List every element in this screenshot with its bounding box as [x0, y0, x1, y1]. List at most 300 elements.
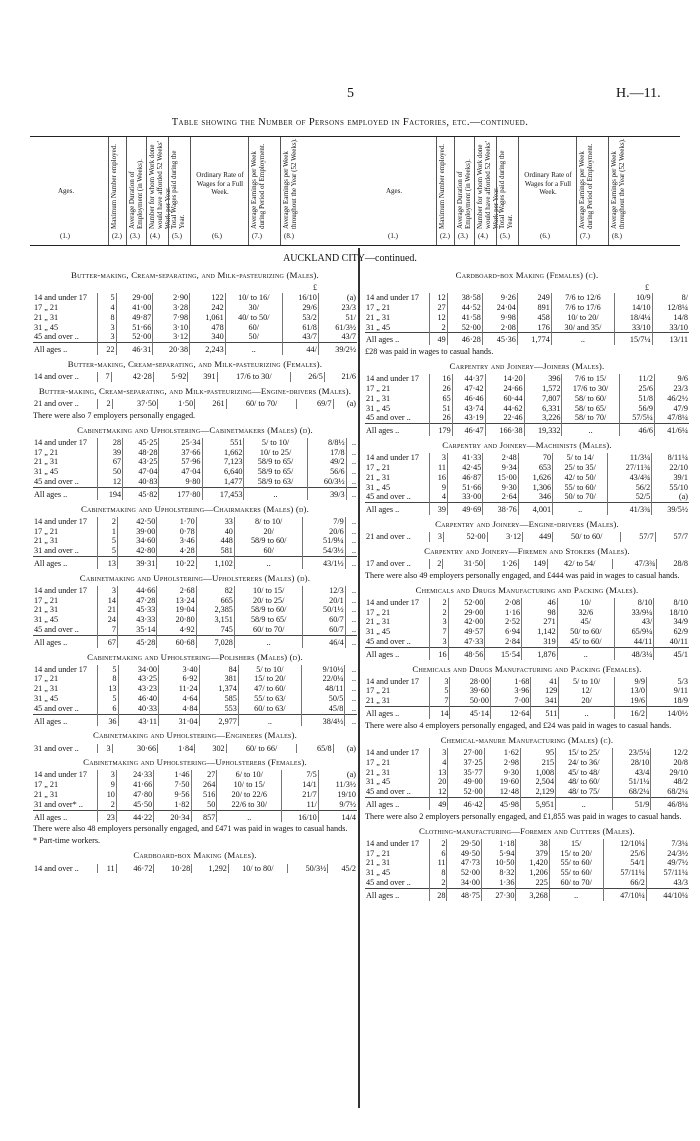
- table-cell: 14/4: [318, 810, 357, 822]
- table-cell: 10/ to 16/: [225, 293, 282, 303]
- column-header-label: Total Wages paid during the Year.: [498, 150, 514, 229]
- table-cell: 47·28: [117, 596, 156, 606]
- table-cell: 60/7: [303, 615, 345, 625]
- table-cell: 14 and under 17: [366, 747, 419, 757]
- table-cell: 22/0¼: [301, 674, 344, 684]
- table-cell: All ages ..: [33, 556, 98, 568]
- table-cell: 21/6: [324, 372, 357, 382]
- header-gridline: [126, 137, 127, 245]
- table-cell: 51·66: [447, 483, 482, 493]
- table-cell: 51: [430, 404, 453, 414]
- table-cell: 4: [430, 492, 448, 502]
- table-cell: 55/ to 63/: [238, 694, 301, 704]
- table-cell: 14 and under 17: [34, 516, 87, 526]
- table-cell: 57/5¼: [619, 413, 654, 423]
- section-note: There were also 4 employers personally engaged, and £24 was paid in wages to casual hands.: [365, 720, 672, 730]
- table-cell: 2·68: [157, 586, 196, 596]
- table-cell: 58/ to 65/: [562, 404, 619, 414]
- table-cell: 31 „ 45: [366, 868, 391, 878]
- table-cell: 34·60: [117, 536, 156, 546]
- table-cell: 5,951: [520, 797, 555, 809]
- table-cell: 37·66: [159, 448, 202, 458]
- table-cell: 45 and over ..: [366, 787, 411, 797]
- column-number: (3.): [458, 232, 468, 240]
- table-cell: 5: [98, 293, 117, 303]
- table-cell: 261: [195, 399, 226, 409]
- table-cell: 53/2: [282, 313, 318, 323]
- table-cell: 50·00: [450, 696, 490, 706]
- table-cell: 45 and over ..: [366, 492, 411, 502]
- data-table: [33, 665, 357, 727]
- table-cell: 8/: [652, 293, 689, 303]
- table-cell: 52·00: [448, 787, 484, 797]
- table-cell: 10/9: [615, 293, 653, 303]
- table-cell: All ages ..: [365, 333, 430, 345]
- section-title: Cabinetmaking and Upholstering—Cabinetmakers (Males) (d).: [77, 424, 313, 435]
- section-title: Cabinetmaking and Upholstering—Upholsterers (Males) (d).: [79, 572, 311, 583]
- table-cell: 9·26: [482, 293, 517, 303]
- table-cell: ..: [345, 674, 357, 684]
- table-cell: 5/ to 10/: [559, 677, 614, 687]
- table-cell: 7: [430, 627, 449, 637]
- table-cell: 24·33: [116, 770, 153, 780]
- table-cell: 1,662: [202, 448, 244, 458]
- total-row: [33, 810, 357, 822]
- header-gridline: [474, 137, 475, 245]
- table-cell: 43/1½: [303, 556, 345, 568]
- table-cell: 11·24: [159, 684, 200, 694]
- table-cell: 52/5: [608, 492, 652, 502]
- table-cell: 21 „ 31: [34, 790, 59, 800]
- table-row: [365, 492, 689, 502]
- section-title: Clothing-manufacturing—Foremen and Cutters (Males).: [419, 825, 635, 836]
- data-table: [365, 839, 689, 901]
- section-note: There were also 7 employers personally engaged.: [33, 410, 196, 420]
- table-cell: 10/ to 15/: [234, 586, 303, 596]
- table-cell: 45 and over ..: [366, 413, 411, 423]
- table-cell: 2·90: [153, 293, 190, 303]
- table-cell: 122: [190, 293, 226, 303]
- table-cell: 50/ to 60/: [553, 532, 621, 542]
- table-cell: ..: [562, 424, 619, 436]
- table-cell: 2: [98, 517, 118, 527]
- table-row: [365, 858, 689, 868]
- table-cell: 21 „ 31: [366, 696, 391, 706]
- column-number: (2.): [440, 232, 450, 240]
- column-header-label: Average Earnings per Week during Period of Employment.: [578, 143, 594, 229]
- table-cell: 5·94: [481, 849, 515, 859]
- table-cell: 3·96: [490, 686, 530, 696]
- table-cell: 17 „ 21: [366, 686, 391, 696]
- table-cell: 17 „ 21: [34, 526, 59, 536]
- table-row: [365, 637, 689, 647]
- table-cell: 1,008: [520, 768, 555, 778]
- table-cell: 17/6 to 30/: [562, 384, 619, 394]
- table-cell: 449: [523, 532, 553, 542]
- table-cell: 3,268: [516, 888, 549, 900]
- table-cell: 24/3½: [646, 849, 689, 859]
- table-cell: 4·84: [159, 704, 200, 714]
- table-row: [365, 758, 689, 768]
- table-cell: 33·00: [447, 492, 482, 502]
- table-cell: 14 and under 17: [366, 676, 419, 686]
- header-gridline: [496, 137, 497, 245]
- section-title: Cardboard-box Making (Males).: [133, 850, 257, 861]
- column-number: (4.): [478, 232, 488, 240]
- table-cell: 1,774: [517, 333, 551, 345]
- table-cell: 14 and under 17: [366, 374, 419, 384]
- table-cell: 17 „ 21: [34, 674, 59, 684]
- table-cell: 3: [98, 586, 118, 596]
- table-cell: 396: [524, 374, 562, 384]
- table-cell: 56/9: [619, 404, 654, 414]
- data-table: [365, 598, 689, 660]
- table-cell: 17/6 to 30/: [217, 372, 291, 382]
- table-cell: 9/7½: [318, 800, 357, 810]
- data-table: [365, 532, 689, 542]
- table-cell: 7: [98, 372, 112, 382]
- table-cell: 20·38: [153, 343, 190, 355]
- table-cell: 45·82: [123, 487, 159, 499]
- table-cell: 21/7: [282, 790, 319, 800]
- table-cell: 28: [98, 438, 123, 448]
- table-cell: 50/ to 60/: [557, 627, 614, 637]
- table-cell: 225: [516, 878, 549, 888]
- table-cell: 2·52: [485, 617, 522, 627]
- table-cell: 179: [430, 424, 453, 436]
- table-cell: ..: [556, 797, 612, 809]
- table-row: [33, 332, 357, 342]
- table-cell: 30/: [225, 303, 282, 313]
- table-cell: 17 „ 21: [366, 384, 391, 394]
- data-table: [365, 748, 689, 810]
- column-number: (1.): [388, 232, 398, 240]
- table-cell: ..: [346, 487, 357, 499]
- header-gridline: [168, 137, 169, 245]
- table-cell: 24·66: [485, 384, 524, 394]
- table-cell: 58/9 to 60/: [234, 536, 303, 546]
- table-cell: 51/9: [612, 797, 651, 809]
- header-gridline: [146, 137, 147, 245]
- table-cell: 69/7: [297, 399, 333, 409]
- table-cell: ..: [551, 333, 614, 345]
- table-cell: 29·50: [447, 839, 481, 849]
- table-cell: 10/ to 20/: [551, 313, 614, 323]
- table-cell: 39/2½: [318, 343, 357, 355]
- table-cell: 60/ to 66/: [226, 744, 297, 754]
- table-cell: 43/4: [612, 768, 651, 778]
- table-cell: 37·25: [448, 758, 484, 768]
- section-title: Cabinetmaking and Upholstering—Chairmakers (Males) (d).: [80, 503, 310, 514]
- table-row: [33, 517, 357, 527]
- table-cell: 21 and over ..: [366, 532, 411, 542]
- table-cell: 41/3¾: [608, 503, 652, 515]
- table-cell: 9·30: [484, 768, 520, 778]
- table-cell: 21 „ 31: [366, 312, 391, 322]
- section-title: Butter-making, Cream-separating, and Milk-pasteurizing (Males).: [71, 270, 319, 280]
- table-cell: 14 and under 17: [34, 585, 87, 595]
- table-cell: 39: [98, 448, 123, 458]
- table-cell: ..: [559, 707, 614, 719]
- table-cell: 62/9: [654, 627, 689, 637]
- table-cell: 2: [98, 399, 113, 409]
- data-table: [33, 293, 357, 355]
- table-cell: 10·28: [154, 864, 192, 874]
- table-cell: 47·80: [116, 790, 153, 800]
- data-table: [365, 293, 689, 345]
- table-cell: 14: [98, 596, 118, 606]
- table-cell: 24/ to 36/: [556, 758, 612, 768]
- table-cell: 26: [430, 413, 453, 423]
- table-cell: 45·33: [117, 605, 156, 615]
- column-header-label: Average Duration of Employment (in Weeks).: [128, 159, 144, 229]
- total-row: [33, 556, 357, 568]
- table-cell: ..: [345, 586, 357, 596]
- table-cell: 31·04: [159, 714, 200, 726]
- table-cell: 2,243: [190, 343, 226, 355]
- table-cell: 43/4¾: [608, 473, 652, 483]
- total-row: [365, 424, 689, 436]
- table-cell: 3: [98, 744, 113, 754]
- table-cell: 27: [430, 303, 448, 313]
- table-cell: 7·50: [154, 780, 191, 790]
- table-cell: 27·00: [448, 748, 484, 758]
- column-header-label: Average Duration of Employment (in Weeks).: [456, 159, 472, 229]
- table-cell: ..: [225, 343, 282, 355]
- table-cell: 1,142: [522, 627, 558, 637]
- table-cell: 65/8: [297, 744, 333, 754]
- table-cell: 43·25: [123, 457, 159, 467]
- table-cell: ..: [345, 605, 357, 615]
- table-row: [33, 457, 357, 467]
- header-gridline: [518, 137, 519, 245]
- table-cell: 18/4¼: [615, 313, 653, 323]
- table-cell: 11: [98, 864, 117, 874]
- table-cell: 42/ to 54/: [547, 559, 612, 569]
- table-cell: ..: [346, 477, 357, 487]
- table-cell: 20/ to 25/: [234, 596, 303, 606]
- table-cell: (a): [652, 492, 689, 502]
- table-cell: 8/11¼: [652, 453, 689, 463]
- table-row: [33, 674, 357, 684]
- table-row: [33, 477, 357, 487]
- table-cell: 46·42: [448, 797, 484, 809]
- table-cell: 21 „ 31: [366, 393, 391, 403]
- table-cell: 3: [430, 748, 448, 758]
- table-cell: 2,129: [520, 787, 555, 797]
- table-cell: 7,123: [202, 457, 244, 467]
- table-cell: 46·87: [447, 473, 482, 483]
- table-cell: 30·66: [112, 744, 158, 754]
- table-cell: 15/ to 20/: [238, 674, 301, 684]
- table-cell: 7/6 to 12/6: [551, 293, 614, 303]
- total-row: [365, 797, 689, 809]
- table-cell: 21 „ 31: [34, 312, 59, 322]
- table-cell: ..: [345, 517, 357, 527]
- table-cell: All ages ..: [33, 635, 98, 647]
- section-title: Carpentry and Joinery—Machinists (Males).: [442, 440, 612, 451]
- table-cell: 2·64: [483, 492, 518, 502]
- table-cell: (a): [318, 770, 357, 780]
- table-cell: 56/6: [307, 467, 346, 477]
- table-row: [33, 704, 357, 714]
- table-row: [365, 413, 689, 423]
- table-cell: 17,453: [202, 487, 244, 499]
- table-cell: ..: [345, 714, 357, 726]
- table-cell: 30/ and 35/: [551, 323, 614, 333]
- table-cell: 8: [98, 313, 117, 323]
- table-cell: 6/ to 10/: [217, 770, 282, 780]
- table-row: [365, 404, 689, 414]
- table-cell: 34·00: [118, 665, 159, 675]
- header-gridline: [108, 137, 109, 245]
- table-cell: ..: [345, 665, 357, 675]
- table-cell: 42/ to 50/: [553, 473, 608, 483]
- section-note: £28 was paid in wages to casual hands.: [365, 347, 494, 357]
- table-cell: 581: [196, 546, 234, 556]
- table-cell: 67: [98, 457, 123, 467]
- table-cell: ..: [345, 556, 357, 568]
- table-cell: 45 and over ..: [34, 332, 79, 342]
- table-cell: 14 and under 17: [34, 664, 87, 674]
- table-row: [365, 394, 689, 404]
- table-cell: 51/8: [619, 394, 654, 404]
- table-cell: 17 „ 21: [366, 462, 391, 472]
- table-cell: 19/6: [614, 696, 646, 706]
- table-cell: ..: [553, 503, 608, 515]
- table-cell: 40·83: [123, 477, 159, 487]
- table-cell: 12/10¼: [603, 839, 646, 849]
- table-cell: 1,061: [190, 313, 226, 323]
- table-cell: 1·70: [157, 517, 196, 527]
- section-title: Carpentry and Joinery—Engine-drivers (Males).: [435, 518, 619, 529]
- table-cell: 48/11: [301, 684, 344, 694]
- table-cell: 176: [517, 323, 551, 333]
- table-cell: 47/8¼: [654, 413, 689, 423]
- table-cell: 16: [430, 473, 448, 483]
- table-cell: 38·58: [447, 293, 482, 303]
- table-cell: 511: [531, 707, 559, 719]
- table-cell: 43/3: [646, 878, 689, 888]
- table-cell: 6·92: [159, 674, 200, 684]
- table-cell: 52·00: [448, 598, 485, 608]
- table-cell: 381: [199, 674, 238, 684]
- table-cell: 10/: [557, 598, 614, 608]
- table-cell: 45·98: [484, 797, 520, 809]
- table-cell: 50/3½: [287, 864, 328, 874]
- table-cell: 43·25: [118, 674, 159, 684]
- table-cell: 14 and under 17: [366, 453, 419, 463]
- table-cell: 17 and over ..: [366, 558, 411, 568]
- table-cell: 15/ to 20/: [549, 849, 603, 859]
- data-table: [365, 677, 689, 719]
- table-cell: 46/4: [303, 635, 345, 647]
- table-cell: 13: [98, 684, 119, 694]
- header-gridline: [608, 137, 609, 245]
- section-title: Cabinetmaking and Upholstering—Engineers (Males).: [93, 730, 297, 741]
- table-cell: 25/ to 35/: [553, 463, 608, 473]
- table-cell: 21 and over ..: [34, 398, 79, 408]
- table-cell: 12·64: [490, 707, 530, 719]
- table-row: [365, 768, 689, 778]
- table-cell: 1·36: [481, 878, 515, 888]
- table-cell: 47/9: [654, 404, 689, 414]
- table-cell: 7: [98, 625, 118, 635]
- table-cell: 45/2: [328, 864, 357, 874]
- column-header-label: Average Earnings per Week during Period of Employment.: [250, 143, 266, 229]
- table-cell: 22/10: [652, 463, 689, 473]
- table-cell: 9·80: [159, 477, 202, 487]
- table-row: [365, 696, 689, 706]
- table-cell: 18/9: [646, 696, 689, 706]
- table-cell: 47·42: [452, 384, 485, 394]
- table-cell: 9·30: [483, 483, 518, 493]
- table-cell: 44/10¼: [646, 888, 689, 900]
- table-cell: 23/3: [318, 303, 357, 313]
- table-cell: (a): [318, 293, 357, 303]
- table-cell: 585: [199, 694, 238, 704]
- table-cell: 15·00: [483, 473, 518, 483]
- table-cell: 17 „ 21: [34, 302, 59, 312]
- table-cell: 50: [191, 800, 217, 810]
- table-cell: 14 and under 17: [366, 293, 419, 303]
- table-cell: 31 „ 45: [34, 694, 59, 704]
- table-row: [33, 586, 357, 596]
- table-cell: 49·00: [448, 777, 484, 787]
- table-cell: 21 „ 31: [366, 858, 391, 868]
- section-note: There were also 48 employers personally engaged, and £471 was paid in wages to casual hands.: [33, 824, 348, 834]
- table-cell: ..: [238, 714, 301, 726]
- table-cell: 31 „ 45: [366, 482, 391, 492]
- table-cell: 17 „ 21: [366, 757, 391, 767]
- table-cell: 45 and over ..: [34, 624, 79, 634]
- table-cell: 458: [517, 313, 551, 323]
- table-cell: 14 and over ..: [34, 372, 79, 382]
- table-cell: 31·50: [443, 559, 485, 569]
- table-row: [365, 868, 689, 878]
- column-number: (8.): [612, 232, 622, 240]
- table-cell: 8·32: [481, 868, 515, 878]
- table-cell: 45/ to 60/: [557, 637, 614, 647]
- table-cell: 58/9 to 63/: [244, 477, 307, 487]
- table-cell: 11/3¼: [608, 453, 652, 463]
- table-row: [365, 323, 689, 333]
- table-cell: 55/ to 60/: [553, 483, 608, 493]
- table-cell: 12: [430, 293, 448, 303]
- table-row: [365, 627, 689, 637]
- table-row: [365, 839, 689, 849]
- table-cell: 45/: [557, 617, 614, 627]
- table-cell: 43/7: [282, 332, 318, 342]
- table-cell: 6·94: [485, 627, 522, 637]
- column-number: (4.): [150, 232, 160, 240]
- table-cell: 5·92: [153, 372, 187, 382]
- table-row: [33, 293, 357, 303]
- table-cell: ..: [345, 546, 357, 556]
- table-row: [33, 744, 357, 754]
- table-cell: 45·25: [123, 438, 159, 448]
- table-cell: 43·11: [118, 714, 159, 726]
- table-cell: 17 „ 21: [366, 607, 391, 617]
- table-cell: 37·50: [112, 399, 158, 409]
- table-cell: 129: [531, 686, 559, 696]
- table-cell: 21 „ 31: [34, 536, 59, 546]
- table-row: [365, 384, 689, 394]
- table-cell: 31 „ 45: [34, 615, 59, 625]
- table-cell: 14/1: [282, 780, 319, 790]
- table-cell: All ages ..: [33, 343, 98, 355]
- table-cell: ..: [346, 448, 357, 458]
